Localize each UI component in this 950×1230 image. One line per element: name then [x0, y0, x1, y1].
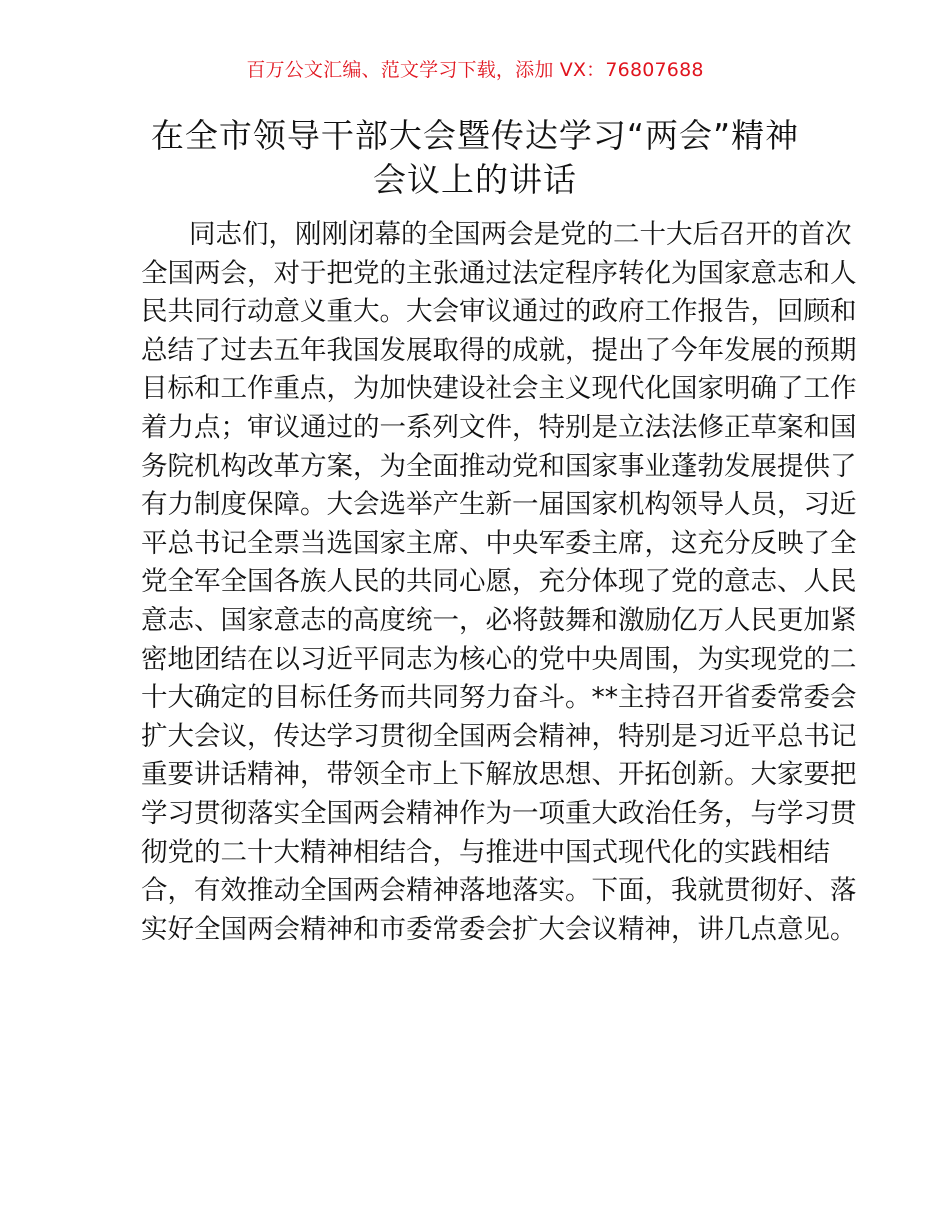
- paragraph-line: 学习贯彻落实全国两会精神作为一项重大政治任务，与学习贯: [141, 797, 857, 829]
- paragraph-line: 扩大会议，传达学习贯彻全国两会精神，特别是习近平总书记: [141, 720, 857, 752]
- document-body: [141, 216, 857, 949]
- paragraph-line: 总结了过去五年我国发展取得的成就，提出了今年发展的预期: [141, 334, 857, 366]
- document-title-line-2: 会议上的讲话: [373, 160, 577, 199]
- paragraph-line: 同志们，刚刚闭幕的全国两会是党的二十大后召开的首次: [189, 219, 852, 250]
- paragraph-line: 实好全国两会精神和市委常委会扩大会议精神，讲几点意见。: [141, 913, 857, 945]
- paragraph-line: 重要讲话精神，带领全市上下解放思想、开拓创新。大家要把: [141, 759, 857, 791]
- paragraph-line: 着力点；审议通过的一系列文件，特别是立法法修正草案和国: [141, 411, 857, 443]
- paragraph-line: 全国两会，对于把党的主张通过法定程序转化为国家意志和人: [141, 257, 857, 289]
- paragraph-line: 平总书记全票当选国家主席、中央军委主席，这充分反映了全: [141, 527, 857, 559]
- paragraph-line: 有力制度保障。大会选举产生新一届国家机构领导人员，习近: [141, 489, 857, 521]
- paragraph-line: 目标和工作重点，为加快建设社会主义现代化国家明确了工作: [141, 373, 857, 405]
- watermark-header: 百万公文汇编、范文学习下载，添加 VX：76807688: [246, 59, 704, 81]
- paragraph-line: 密地团结在以习近平同志为核心的党中央周围，为实现党的二: [141, 643, 857, 675]
- paragraph-line: 民共同行动意义重大。大会审议通过的政府工作报告，回顾和: [141, 296, 857, 328]
- paragraph-line: 党全军全国各族人民的共同心愿，充分体现了党的意志、人民: [141, 566, 857, 598]
- paragraph-line: 意志、国家意志的高度统一，必将鼓舞和激励亿万人民更加紧: [141, 604, 857, 636]
- paragraph-line: 合，有效推动全国两会精神落地落实。下面，我就贯彻好、落: [141, 875, 857, 907]
- document-title-line-1: 在全市领导干部大会暨传达学习“两会”精神: [150, 116, 800, 155]
- paragraph-line: 十大确定的目标任务而共同努力奋斗。**主持召开省委常委会: [141, 682, 857, 714]
- paragraph-line: 务院机构改革方案，为全面推动党和国家事业蓬勃发展提供了: [141, 450, 857, 482]
- paragraph-line: 彻党的二十大精神相结合，与推进中国式现代化的实践相结: [141, 836, 830, 868]
